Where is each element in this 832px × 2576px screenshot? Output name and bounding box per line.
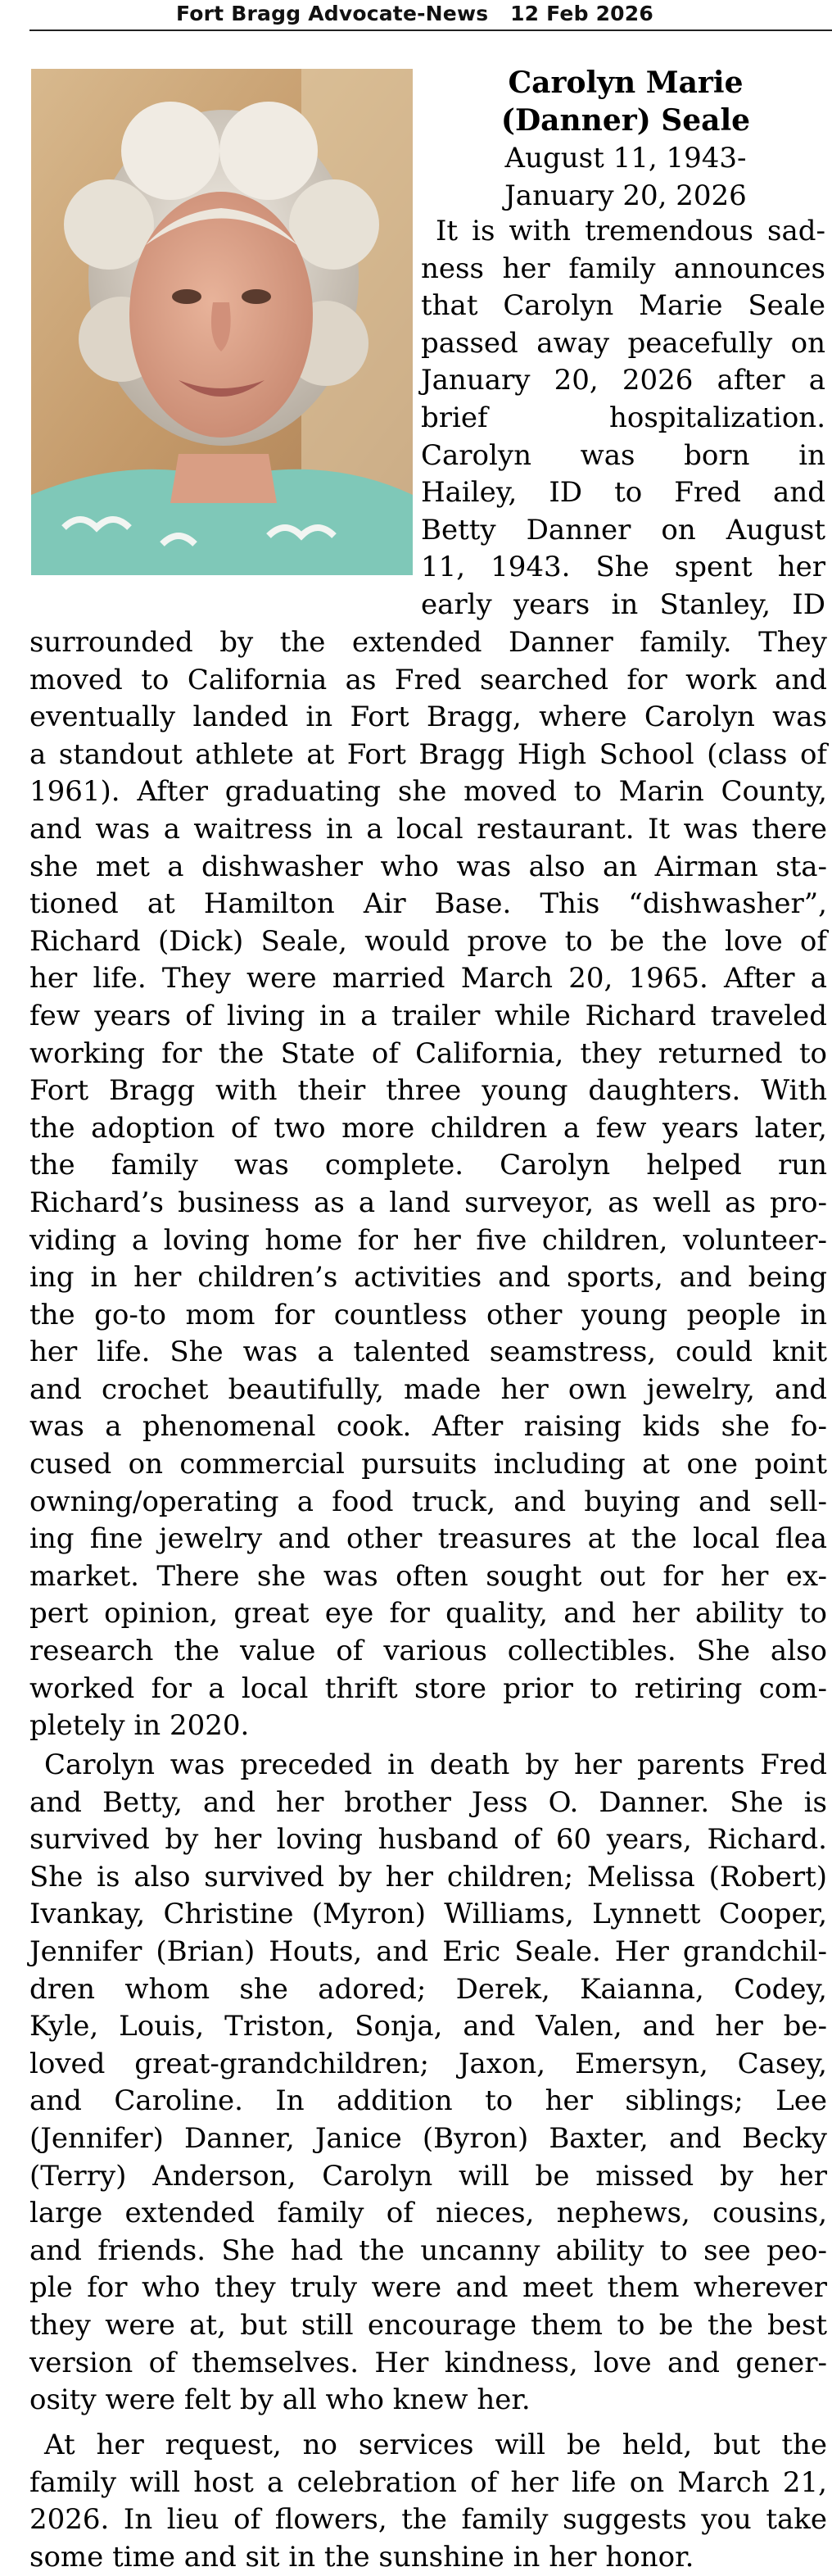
text-line: version of themselves. Her kindness, love and gener- (29, 2346, 827, 2379)
text-line: survived by her loving husband of 60 years, Richard. (29, 1823, 827, 1857)
obituary-column-text (421, 213, 827, 624)
masthead-rule (29, 29, 832, 31)
text-line: 1961). After graduating she moved to Marin County, (29, 775, 827, 809)
masthead (0, 0, 830, 28)
text-line: Jennifer (Brian) Houts, and Eric Seale. Her grandchil- (29, 1934, 827, 1968)
text-line: and Betty, and her brother Jess O. Danner. She is (29, 1785, 827, 1819)
text-line: worked for a local thrift store prior to retiring com- (29, 1671, 827, 1705)
text-line: dren whom she adored; Derek, Kaianna, Codey, (29, 1972, 827, 2006)
obituary-heading (423, 64, 829, 215)
text-line: ing in her children’s activities and sports, and being (29, 1261, 827, 1295)
text-line: Richard (Dick) Seale, would prove to be the love of (29, 924, 827, 958)
text-line: the go-to mom for countless other young people in (29, 1298, 827, 1331)
issue-date: 12 Feb 2026 (510, 2, 653, 25)
text-line: pletely in 2020. (29, 1709, 250, 1743)
text-line: and friends. She had the uncanny ability to see peo- (29, 2234, 827, 2267)
text-line: they were at, but still encourage them to be the best (29, 2308, 827, 2342)
text-line: viding a loving home for her five children, volunteer- (29, 1223, 827, 1257)
text-line: She is also survived by her children; Melissa (Robert) (29, 1860, 827, 1893)
text-line: eventually landed in Fort Bragg, where Carolyn was (29, 701, 827, 734)
portrait-illustration (31, 69, 413, 575)
text-line: Kyle, Louis, Triston, Sonja, and Valen, and her be- (29, 2010, 827, 2043)
text-line: At her request, no services will be held, but the (44, 2429, 827, 2461)
obituary-paragraph-3 (29, 2427, 829, 2576)
text-line: January 20, 2026 after a (421, 364, 825, 397)
text-line: research the value of various collectibles. She also (29, 1635, 827, 1668)
text-line: market. There she was often sought out for her ex- (29, 1559, 827, 1593)
text-line: and was a waitress in a local restaurant. It was there (29, 812, 827, 846)
text-line: Carolyn was preceded in death by her parents Fred (44, 1748, 827, 1781)
text-line: ness her family announces (421, 252, 825, 285)
text-line: was a phenomenal cook. After raising kids she fo- (29, 1410, 827, 1444)
text-line: few years of living in a trailer while Richard traveled (29, 999, 827, 1032)
text-line: a standout athlete at Fort Bragg High School (class of (29, 737, 827, 771)
death-date: January 20, 2026 (504, 179, 747, 212)
text-line: owning/operating a food truck, and buying and sell- (29, 1485, 827, 1518)
deceased-name-line2: (Danner) Seale (500, 103, 751, 138)
text-line: (Jennifer) Danner, Janice (Byron) Baxter, and Becky (29, 2121, 827, 2155)
text-line: large extended family of nieces, nephews, cousins, (29, 2197, 827, 2230)
text-line: her life. They were married March 20, 1965. After a (29, 962, 827, 995)
text-line: Hailey, ID to Fred and (421, 476, 825, 510)
text-line: loved great-grandchildren; Jaxon, Emersyn, Casey, (29, 2047, 827, 2080)
publication-name: Fort Bragg Advocate-News (176, 2, 489, 25)
text-line: Ivankay, Christine (Myron) Williams, Lynnett Cooper, (29, 1898, 827, 1931)
text-line: the family was complete. Carolyn helped run (29, 1149, 827, 1182)
text-line: pert opinion, great eye for quality, and her ability to (29, 1597, 827, 1630)
text-line: (Terry) Anderson, Carolyn will be missed by her (29, 2159, 827, 2193)
text-line: working for the State of California, they returned to (29, 1036, 827, 1070)
text-line: It is with tremendous sad- (436, 215, 825, 247)
text-line: Richard’s business as a land surveyor, as well as pro- (29, 1186, 827, 1219)
obituary-paragraph-2 (29, 1747, 829, 2420)
text-line: Carolyn was born in (421, 438, 825, 472)
text-line: early years in Stanley, ID (421, 587, 825, 621)
text-line: tioned at Hamilton Air Base. This “dishwasher”, (29, 887, 827, 921)
text-line: 2026. In lieu of flowers, the family suggests you take (29, 2503, 827, 2537)
text-line: osity were felt by all who knew her. (29, 2383, 531, 2417)
text-line: the adoption of two more children a few years later, (29, 1111, 827, 1145)
text-line: ple for who they truly were and meet them wherever (29, 2271, 827, 2305)
text-line: cused on commercial pursuits including at one point (29, 1448, 827, 1481)
text-line: and crochet beautifully, made her own jewelry, and (29, 1372, 827, 1406)
text-line: brief hospitalization. (421, 401, 825, 434)
text-line: family will host a celebration of her life on March 21, (29, 2465, 827, 2499)
text-line: Betty Danner on August (421, 513, 825, 546)
text-line: that Carolyn Marie Seale (421, 289, 825, 323)
text-line: ing fine jewelry and other treasures at the local flea (29, 1522, 827, 1556)
text-line: and Caroline. In addition to her siblings; Lee (29, 2084, 827, 2118)
text-line: her life. She was a talented seamstress, could knit (29, 1336, 827, 1369)
text-line: 11, 1943. She spent her (421, 551, 825, 584)
obituary-paragraph-1 (29, 624, 829, 1745)
text-line: she met a dishwasher who was also an Airman sta- (29, 850, 827, 883)
text-line: some time and sit in the sunshine in her honor. (29, 2540, 694, 2574)
text-line: surrounded by the extended Danner family. They (29, 626, 827, 659)
text-line: moved to California as Fred searched for work and (29, 663, 827, 696)
deceased-name-line1: Carolyn Marie (508, 66, 744, 100)
text-line: Fort Bragg with their three young daughters. With (29, 1074, 827, 1108)
portrait-photo (31, 69, 413, 575)
text-line: passed away peacefully on (421, 326, 825, 360)
birth-date: August 11, 1943- (504, 142, 747, 175)
